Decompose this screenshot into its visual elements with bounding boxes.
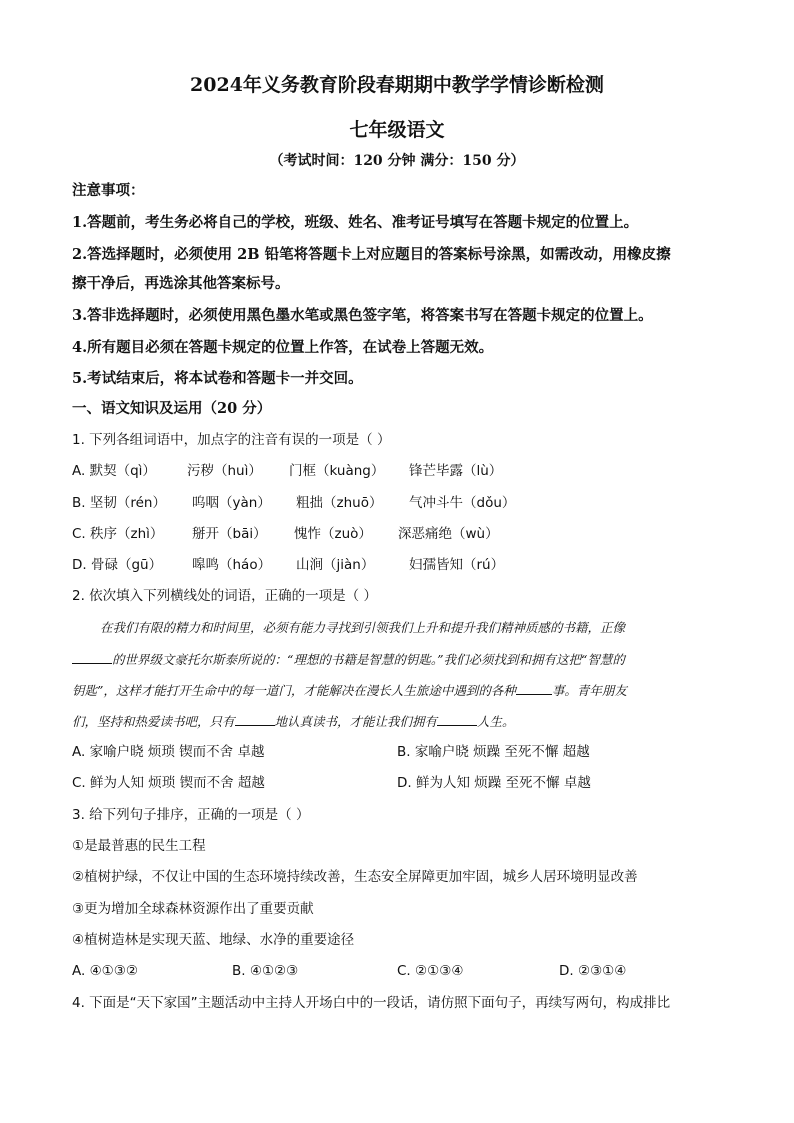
notice-item-5: 5.考试结束后，将本试卷和答题卡一并交回。: [72, 370, 363, 387]
notice-item-2-cont: 擦干净后，再选涂其他答案标号。: [72, 275, 290, 292]
q2-passage-line-4: 们，坚持和热爱读书吧，只有 地认真读书，才能让我们拥有 人生。: [72, 714, 515, 729]
q3-option-c: C. ②①③④: [397, 963, 464, 979]
q2-option-b: B. 家喻户晓 烦躁 至死不懈 超越: [397, 744, 590, 760]
option-word: C. 秩序（zhì）: [72, 526, 164, 542]
q3-option-b: B. ④①②③: [232, 963, 299, 979]
exam-info: （考试时间：120 分钟 满分：150 分）: [269, 153, 525, 169]
option-word: 掰开（bāi）: [192, 526, 267, 542]
option-word: 山涧（jiàn）: [296, 557, 375, 573]
q2-option-a: A. 家喻户晓 烦琐 锲而不舍 卓越: [72, 744, 265, 760]
option-word: 深恶痛绝（wù）: [398, 526, 499, 542]
q3-stem: 3. 给下列句子排序，正确的一项是（ ）: [72, 807, 310, 823]
option-word: 粗拙（zhuō）: [296, 495, 383, 511]
blank-line: [516, 681, 552, 695]
subject-title: 七年级语文: [349, 119, 445, 141]
q2-passage-line-2: 的世界级文豪托尔斯泰所说的：“理想的书籍是智慧的钥匙。”我们必须找到和拥有这把“智慧的: [72, 650, 724, 669]
option-word: 妇孺皆知（rú）: [409, 557, 505, 573]
q2-passage-line-3: 钥匙”，这样才能打开生命中的每一道门，才能解决在漫长人生旅途中遇到的各种 事。青年朋友: [72, 683, 627, 698]
option-word: 嗥鸣（háo）: [192, 557, 272, 573]
option-word: 污秽（huì）: [187, 463, 262, 479]
q2-options-row-1: [72, 742, 732, 762]
notice-item-4: 4.所有题目必须在答题卡规定的位置上作答，在试卷上答题无效。: [72, 339, 494, 356]
q3-option-d: D. ②③①④: [559, 963, 627, 979]
q2-stem: 2. 依次填入下列横线处的词语，正确的一项是（ ）: [72, 588, 377, 604]
blank-line: [72, 650, 112, 664]
q3-sentence-1: ①是最普惠的民生工程: [72, 838, 206, 854]
option-word: 气冲斗牛（dǒu）: [409, 495, 516, 511]
notice-item-1: 1.答题前，考生务必将自己的学校，班级、姓名、准考证号填写在答题卡规定的位置上。: [72, 214, 639, 231]
blank-line: [235, 712, 275, 726]
q3-sentence-2: ②植树护绿，不仅让中国的生态环境持续改善，生态安全屏障更加牢固，城乡人居环境明显改善: [72, 869, 638, 885]
option-word: B. 坚韧（rén）: [72, 495, 166, 511]
section-heading: 一、语文知识及运用（20 分）: [72, 400, 272, 417]
exam-title: 2024年义务教育阶段春期期中教学学情诊断检测: [190, 74, 604, 96]
q2-passage-line-1: 在我们有限的精力和时间里，必须有能力寻找到引领我们上升和提升我们精神质感的书籍，正像: [100, 620, 626, 635]
q1-option-c: [72, 524, 732, 544]
q4-stem: 4. 下面是“天下家国”主题活动中主持人开场白中的一段话，请仿照下面句子，再续写两句，构成排比: [72, 995, 671, 1011]
q3-options: [72, 961, 732, 981]
q2-option-c: C. 鲜为人知 烦琐 锲而不舍 超越: [72, 775, 265, 791]
blank-line: [437, 712, 477, 726]
option-word: 锋芒毕露（lù）: [409, 463, 503, 479]
q1-option-a: [72, 461, 732, 481]
q2-option-d: D. 鲜为人知 烦躁 至死不懈 卓越: [397, 775, 591, 791]
notice-item-3: 3.答非选择题时，必须使用黑色墨水笔或黑色签字笔，将答案书写在答题卡规定的位置上。: [72, 307, 653, 324]
q3-option-a: A. ④①③②: [72, 963, 138, 979]
q3-sentence-3: ③更为增加全球森林资源作出了重要贡献: [72, 901, 314, 917]
option-word: D. 骨碌（gū）: [72, 557, 163, 573]
q2-options-row-2: [72, 773, 732, 793]
q1-stem: 1. 下列各组词语中，加点字的注音有误的一项是（ ）: [72, 432, 391, 448]
notice-heading: 注意事项：: [72, 182, 145, 199]
q1-option-b: [72, 493, 732, 513]
q1-option-d: [72, 555, 732, 575]
option-word: 愧怍（zuò）: [294, 526, 372, 542]
option-word: 门框（kuàng）: [289, 463, 385, 479]
q3-sentence-4: ④植树造林是实现天蓝、地绿、水净的重要途径: [72, 932, 355, 948]
option-word: A. 默契（qì）: [72, 463, 156, 479]
notice-item-2: 2.答选择题时，必须使用 2B 铅笔将答题卡上对应题目的答案标号涂黑，如需改动，用橡皮擦: [72, 246, 671, 263]
option-word: 呜咽（yàn）: [192, 495, 271, 511]
